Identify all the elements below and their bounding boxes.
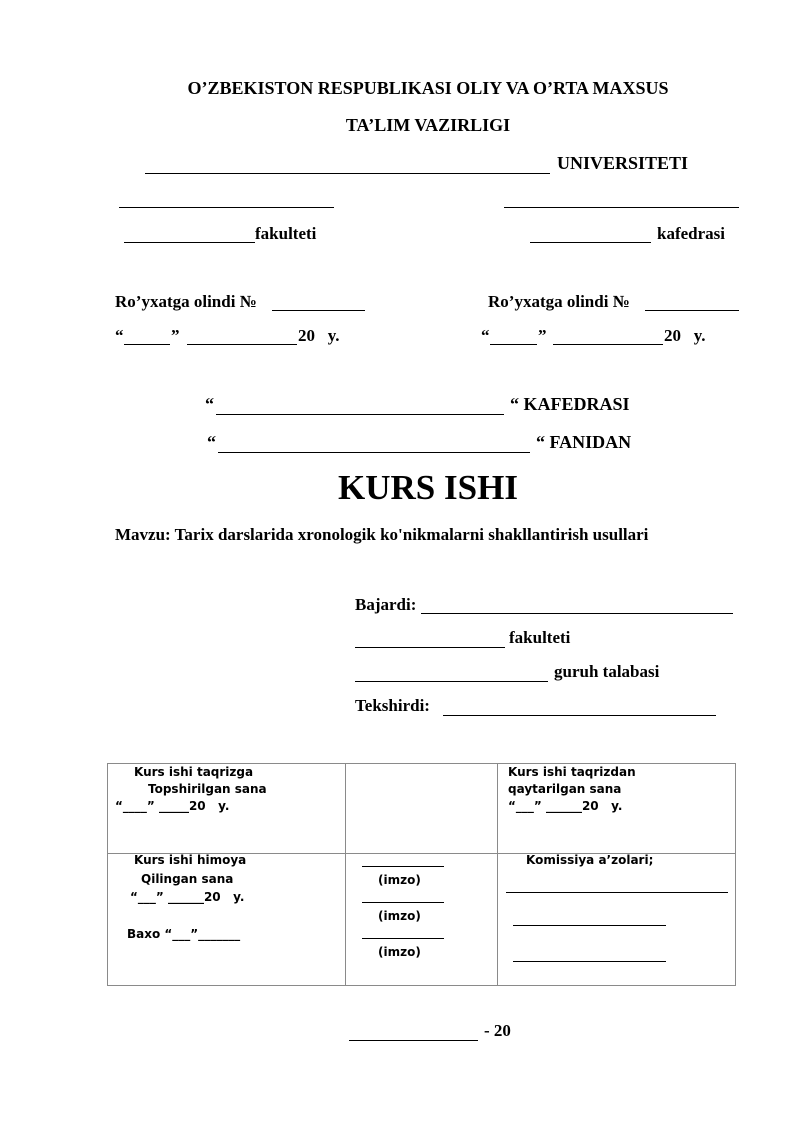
department-name-blank (530, 242, 651, 243)
kafedra-label: “ KAFEDRASI (510, 394, 630, 414)
document-title: KURS ISHI (338, 468, 518, 507)
registration-right-date-close: ” (538, 326, 547, 345)
review-returned-line-2: qaytarilgan sana (508, 782, 622, 796)
registration-right-number-blank (645, 310, 739, 311)
university-name-blank (145, 173, 550, 174)
signature-label-3: (imzo) (378, 945, 421, 959)
performer-faculty-label: fakulteti (509, 628, 571, 647)
department-label: kafedrasi (657, 224, 725, 243)
defense-table (107, 763, 736, 986)
faculty-name-blank (124, 242, 255, 243)
ministry-line-1: O’ZBEKISTON RESPUBLIKASI OLIY VA O’RTA MAXSUS (187, 78, 669, 98)
commission-cell (498, 854, 736, 986)
signature-line-2 (362, 902, 444, 903)
signatures-cell (346, 854, 498, 986)
checked-by-label: Tekshirdi: (355, 696, 430, 715)
topic: Mavzu: Tarix darslarida xronologik ko'nikmalarni shakllantirish usullari (115, 525, 649, 544)
empty-cell (346, 764, 498, 854)
fan-name-blank (218, 452, 530, 453)
registration-left-date-close: ” (171, 326, 180, 345)
defense-line-1: Kurs ishi himoya (134, 853, 247, 867)
registration-left-label: Ro’yxatga olindi № (115, 292, 257, 311)
registration-right-date-open: “ (481, 326, 490, 345)
signature-label-1: (imzo) (378, 873, 421, 887)
review-returned-date: “___” ______20 y. (508, 799, 623, 813)
fan-label: “ FANIDAN (536, 432, 632, 452)
kafedra-open-quote: “ (205, 394, 214, 414)
signature-line-3 (362, 938, 444, 939)
commission-member-line-1 (506, 892, 728, 893)
review-submitted-cell (108, 764, 346, 854)
kafedra-name-blank (216, 414, 504, 415)
done-by-label: Bajardi: (355, 595, 417, 614)
faculty-label: fakulteti (255, 224, 317, 243)
checked-by-blank (443, 715, 716, 716)
registration-right-month-blank (553, 344, 663, 345)
registration-left-number-blank (272, 310, 365, 311)
performer-group-label: guruh talabasi (554, 662, 660, 681)
commission-member-line-3 (513, 961, 666, 962)
defense-line-2: Qilingan sana (141, 872, 234, 886)
registration-left-day-blank (124, 344, 170, 345)
registration-right-day-blank (490, 344, 537, 345)
review-returned-cell (498, 764, 736, 854)
department-top-blank (504, 207, 739, 208)
commission-member-line-2 (513, 925, 666, 926)
registration-left-year: 20 y. (298, 326, 340, 345)
footer-city-blank (349, 1040, 478, 1041)
defense-date: “___” ______20 y. (130, 890, 245, 904)
review-submitted-date: “____” _____20 y. (115, 799, 230, 813)
registration-right-label: Ro’yxatga olindi № (488, 292, 630, 311)
performer-faculty-blank (355, 647, 505, 648)
defense-cell (108, 854, 346, 986)
faculty-top-blank (119, 207, 334, 208)
review-returned-line-1: Kurs ishi taqrizdan (508, 765, 636, 779)
review-submitted-line-1: Kurs ishi taqrizga (134, 765, 254, 779)
university-label: UNIVERSITETI (557, 153, 689, 173)
registration-left-date-open: “ (115, 326, 124, 345)
done-by-blank (421, 613, 733, 614)
signature-label-2: (imzo) (378, 909, 421, 923)
grade: Baxo “___”_______ (127, 927, 241, 941)
registration-right-year: 20 y. (664, 326, 706, 345)
registration-left-month-blank (187, 344, 297, 345)
performer-group-blank (355, 681, 548, 682)
footer-year: - 20 (484, 1021, 511, 1040)
commission-label: Komissiya a’zolari; (526, 853, 654, 867)
signature-line-1 (362, 866, 444, 867)
review-submitted-line-2: Topshirilgan sana (148, 782, 267, 796)
fan-open-quote: “ (207, 432, 216, 452)
ministry-line-2: TA’LIM VAZIRLIGI (345, 115, 511, 135)
